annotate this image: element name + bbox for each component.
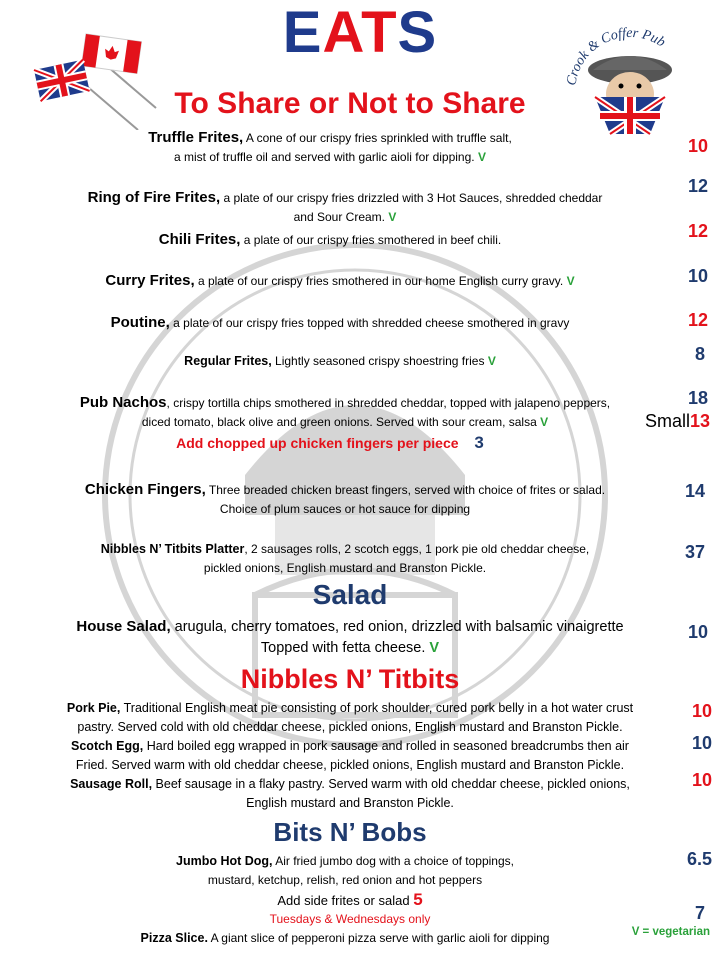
menu-item-pork-pie: Pork Pie, Traditional English meat pie consisting of pork shoulder, cured pork belly in a hot water crust pastry. Served cold with old cheddar cheese, pickled onions, English mustard and Branston Pickle. (66, 701, 634, 734)
section-heading-nibbles: Nibbles N’ Titbits (240, 664, 460, 694)
menu-item-platter: Nibbles N’ Titbits Platter, 2 sausages rolls, 2 scotch eggs, 1 pork pie old cheddar cheese, pickled onions, English mustard and Branston Pickle. (100, 542, 590, 575)
price-hot-dog: 6.5 (686, 849, 712, 869)
nachos-addon: Add chopped up chicken fingers per piece 3 (176, 433, 484, 452)
price-pizza-slice: 7 (694, 903, 705, 923)
menu-item-scotch-egg: Scotch Egg, Hard boiled egg wrapped in pork sausage and rolled in seasoned breadcrumbs then air Fried. Served warm with old cheddar cheese, pickled onions, English mustard and Branston Pickle. (71, 739, 629, 772)
price-truffle-frites: 10 (687, 136, 708, 156)
price-chili-frites: 12 (687, 221, 708, 241)
price-house-salad: 10 (687, 622, 708, 642)
menu-item-house-salad: House Salad, arugula, cherry tomatoes, red onion, drizzled with balsamic vinaigrette Topped with fetta cheese. V (76, 618, 624, 656)
price-curry-frites: 10 (687, 266, 708, 286)
page-title: EATS (282, 0, 438, 65)
price-pub-nachos-small: Small13 (644, 411, 710, 431)
menu-item-curry-frites: Curry Frites, a plate of our crispy fries smothered in our home English curry gravy. V (105, 272, 575, 289)
vegetarian-legend: V = vegetarian (631, 926, 710, 938)
price-pork-pie: 10 (691, 701, 712, 721)
price-regular-frites: 8 (694, 344, 705, 364)
menu-item-chili-frites: Chili Frites, a plate of our crispy fries smothered in beef chili. (158, 231, 502, 248)
menu-item-ring-of-fire-frites: Ring of Fire Frites, a plate of our crispy fries drizzled with 3 Hot Sauces, shredded cheddar and Sour Cream. V (87, 189, 603, 224)
price-chicken-fingers: 14 (684, 481, 705, 501)
section-heading-bits: Bits N’ Bobs (273, 817, 427, 847)
menu-item-chicken-fingers: Chicken Fingers, Three breaded chicken breast fingers, served with choice of frites or salad. Choice of plum sauces or hot sauce for dipping (84, 481, 606, 516)
hot-dog-side: Add side frites or salad 5 (277, 890, 423, 909)
price-ring-of-fire-frites: 12 (687, 176, 708, 196)
menu-item-regular-frites: Regular Frites, Lightly seasoned crispy shoestring fries V (184, 354, 496, 368)
menu-item-hot-dog: Jumbo Hot Dog, Air fried jumbo dog with a choice of toppings, mustard, ketchup, relish, red onion and hot peppers (176, 854, 514, 887)
menu-item-pub-nachos: Pub Nachos, crispy tortilla chips smothered in shredded cheddar, topped with jalapeno peppers, diced tomato, black olive and green onions. Served with sour cream, salsa V (79, 394, 611, 429)
menu-item-poutine: Poutine, a plate of our crispy fries topped with shredded cheese smothered in gravy (110, 314, 570, 331)
pub-logo-text: Crook & Coffer Pub (564, 25, 668, 87)
price-sausage-roll: 10 (691, 770, 712, 790)
menu-item-pizza-slice: Pizza Slice. A giant slice of pepperoni pizza serve with garlic aioli for dipping (140, 931, 550, 945)
flags-icon (28, 30, 158, 130)
menu-item-sausage-roll: Sausage Roll, Beef sausage in a flaky pastry. Served warm with old cheddar cheese, pickled onions, English mustard and Branston Pickle. (70, 777, 630, 810)
section-heading-share: To Share or Not to Share (174, 87, 526, 120)
price-scotch-egg: 10 (691, 733, 712, 753)
menu-item-truffle-frites: Truffle Frites, A cone of our crispy fries sprinkled with truffle salt, a mist of truffle oil and served with garlic aioli for dipping. V (148, 129, 512, 164)
hot-dog-days: Tuesdays & Wednesdays only (269, 912, 431, 926)
price-poutine: 12 (687, 310, 708, 330)
price-platter: 37 (684, 542, 705, 562)
price-pub-nachos: 18 (687, 388, 708, 408)
section-heading-salad: Salad (312, 579, 388, 610)
